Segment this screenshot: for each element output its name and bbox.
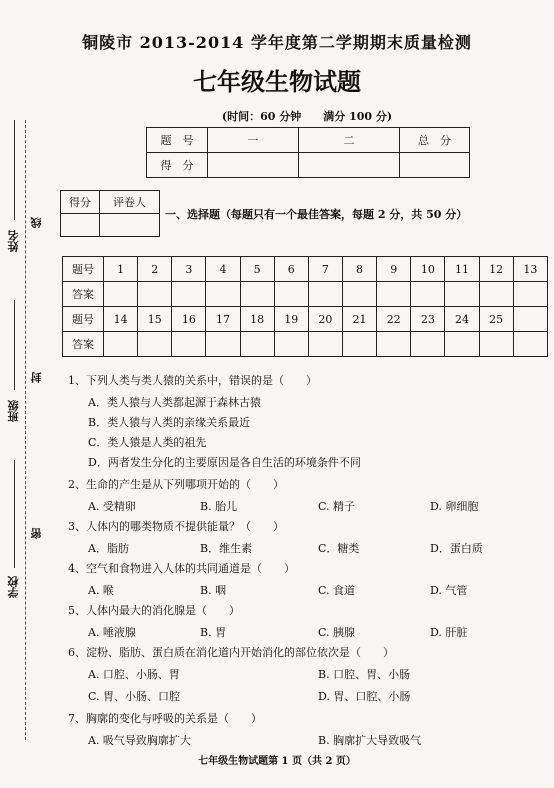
answer-cell[interactable] [411, 332, 445, 357]
question-option[interactable]: B．维生素 [200, 542, 253, 555]
question-option[interactable]: D. 卵细胞 [430, 500, 479, 513]
answer-cell[interactable] [342, 332, 376, 357]
margin-seal-char: 封 [30, 372, 43, 383]
question-stem: 7、胸廓的变化与呼吸的关系是（ ） [68, 712, 262, 725]
exam-meta: (时间：60 分钟 满分 100 分) [221, 110, 393, 123]
question-number-cell: 9 [377, 257, 411, 282]
question-option[interactable]: A．类人猿与人类都起源于森林古猿 [88, 396, 261, 409]
question-option[interactable]: A．脂肪 [88, 542, 129, 555]
answer-cell[interactable] [206, 332, 240, 357]
answer-cell[interactable] [411, 282, 445, 307]
answer-cell[interactable] [104, 332, 138, 357]
question-number-cell: 2 [138, 257, 172, 282]
score-cell: 题 号 [147, 128, 208, 153]
grader-table [60, 190, 160, 237]
question-option[interactable]: C. 胰腺 [318, 626, 356, 639]
score-cell: 得 分 [147, 153, 208, 178]
answer-cell[interactable] [104, 282, 138, 307]
row-label: 题号 [63, 307, 104, 332]
question-number-cell: 3 [172, 257, 206, 282]
question-number-cell: 8 [342, 257, 376, 282]
question-option[interactable]: B. 胸廓扩大导致吸气 [318, 734, 422, 747]
section-heading: 一、选择题（每题只有一个最佳答案，每题 2 分，共 50 分） [165, 208, 468, 221]
question-stem: 4、空气和食物进入人体的共同通道是（ ） [68, 562, 295, 575]
answer-grid-answer-row [63, 282, 548, 307]
question-number-cell: 24 [445, 307, 479, 332]
question-option[interactable]: A. 吸气导致胸廓扩大 [88, 734, 191, 747]
exam-header: 铜陵市 2013-2014 学年度第二学期期末质量检测 [82, 33, 472, 52]
question-option[interactable]: B. 胃 [200, 626, 227, 639]
question-number-cell [513, 307, 547, 332]
question-number-cell: 17 [206, 307, 240, 332]
answer-cell[interactable] [274, 282, 308, 307]
score-table-header-row [147, 128, 470, 153]
answer-cell[interactable] [445, 282, 479, 307]
class-underline[interactable] [14, 300, 15, 390]
question-number-cell: 22 [377, 307, 411, 332]
answer-cell[interactable] [274, 332, 308, 357]
answer-grid [62, 256, 548, 357]
question-stem: 6、淀粉、脂肪、蛋白质在消化道内开始消化的部位依次是（ ） [68, 646, 394, 659]
question-number-cell: 21 [342, 307, 376, 332]
answer-cell[interactable] [240, 332, 274, 357]
name-label: 姓名 [7, 230, 20, 252]
question-option[interactable]: A. 口腔、小肠、胃 [88, 668, 180, 681]
question-number-cell: 19 [274, 307, 308, 332]
question-stem: 2、生命的产生是从下列哪项开始的（ ） [68, 478, 284, 491]
answer-cell[interactable] [172, 332, 206, 357]
answer-grid-number-row [63, 307, 548, 332]
page-footer: 七年级生物试题第 1 页（共 2 页） [198, 756, 356, 767]
question-number-cell: 16 [172, 307, 206, 332]
question-number-cell: 4 [206, 257, 240, 282]
score-cell: 二 [299, 128, 400, 153]
name-underline[interactable] [14, 120, 15, 220]
answer-cell[interactable] [479, 332, 513, 357]
answer-cell[interactable] [513, 332, 547, 357]
answer-cell[interactable] [138, 332, 172, 357]
question-option[interactable]: C. 食道 [318, 584, 356, 597]
score-cell[interactable] [400, 153, 470, 178]
school-label: 学校 [7, 576, 20, 598]
answer-cell[interactable] [479, 282, 513, 307]
grader-name-cell[interactable] [100, 214, 160, 237]
score-cell: 一 [208, 128, 299, 153]
question-option[interactable]: D．蛋白质 [430, 542, 483, 555]
question-number-cell: 12 [479, 257, 513, 282]
answer-cell[interactable] [377, 332, 411, 357]
question-number-cell: 5 [240, 257, 274, 282]
question-number-cell: 20 [308, 307, 342, 332]
question-option[interactable]: A. 喉 [88, 584, 114, 597]
question-option[interactable]: B．类人猿与人类的亲缘关系最近 [88, 416, 251, 429]
question-stem: 5、人体内最大的消化腺是（ ） [68, 604, 240, 617]
school-underline[interactable] [14, 460, 15, 568]
answer-cell[interactable] [513, 282, 547, 307]
question-option[interactable]: C. 精子 [318, 500, 356, 513]
score-table-value-row [147, 153, 470, 178]
answer-cell[interactable] [445, 332, 479, 357]
question-option[interactable]: A. 唾液腺 [88, 626, 136, 639]
binding-dashed-line [25, 120, 26, 740]
answer-grid-number-row [63, 257, 548, 282]
question-number-cell: 14 [104, 307, 138, 332]
question-option[interactable]: C．糖类 [318, 542, 360, 555]
answer-grid-answer-row [63, 332, 548, 357]
question-option[interactable]: B. 咽 [200, 584, 227, 597]
question-number-cell: 18 [240, 307, 274, 332]
question-number-cell: 23 [411, 307, 445, 332]
question-number-cell: 25 [479, 307, 513, 332]
question-option[interactable]: A. 受精卵 [88, 500, 136, 513]
answer-cell[interactable] [308, 332, 342, 357]
question-number-cell: 11 [445, 257, 479, 282]
grader-name-label: 评卷人 [100, 191, 160, 214]
question-stem: 3、人体内的哪类物质不提供能量？（ ） [68, 520, 284, 533]
question-option[interactable]: D. 肝脏 [430, 626, 468, 639]
exam-title: 七年级生物试题 [193, 67, 361, 96]
question-number-cell: 15 [138, 307, 172, 332]
row-label: 题号 [63, 257, 104, 282]
answer-cell[interactable] [240, 282, 274, 307]
question-option[interactable]: D. 气管 [430, 584, 468, 597]
question-number-cell: 1 [104, 257, 138, 282]
answer-cell[interactable] [308, 282, 342, 307]
answer-cell[interactable] [206, 282, 240, 307]
question-option[interactable]: D．两者发生分化的主要原因是各自生活的环境条件不同 [88, 456, 361, 469]
answer-cell[interactable] [138, 282, 172, 307]
grader-score-cell[interactable] [61, 214, 100, 237]
question-option[interactable]: D. 胃、口腔、小肠 [318, 690, 411, 703]
answer-cell[interactable] [172, 282, 206, 307]
question-option[interactable]: B. 胎儿 [200, 500, 238, 513]
grader-score-label: 得分 [61, 191, 100, 214]
class-label: 班级 [7, 400, 20, 422]
question-option[interactable]: B. 口腔、胃、小肠 [318, 668, 411, 681]
score-cell[interactable] [208, 153, 299, 178]
question-stem: 1、下列人类与类人猿的关系中，错误的是（ ） [68, 374, 317, 387]
question-option[interactable]: C. 胃、小肠、口腔 [88, 690, 181, 703]
margin-secret-char: 密 [30, 528, 43, 539]
question-number-cell: 7 [308, 257, 342, 282]
margin-line-char: 线 [30, 217, 43, 228]
score-cell[interactable] [299, 153, 400, 178]
answer-cell[interactable] [377, 282, 411, 307]
question-option[interactable]: C．类人猿是人类的祖先 [88, 436, 207, 449]
answer-cell[interactable] [342, 282, 376, 307]
answer-label: 答案 [63, 332, 104, 357]
question-number-cell: 10 [411, 257, 445, 282]
score-table [146, 127, 470, 178]
score-cell: 总 分 [400, 128, 470, 153]
question-number-cell: 13 [513, 257, 547, 282]
question-number-cell: 6 [274, 257, 308, 282]
answer-label: 答案 [63, 282, 104, 307]
